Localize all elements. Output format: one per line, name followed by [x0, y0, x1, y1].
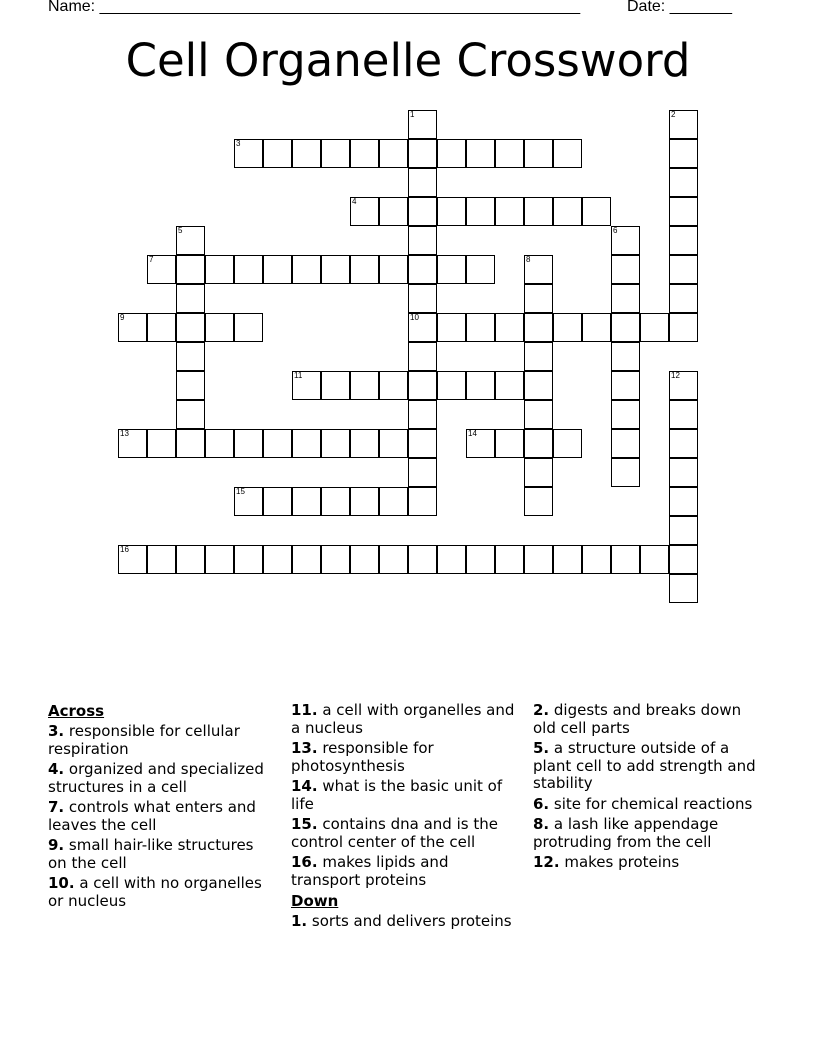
grid-cell[interactable] [176, 284, 205, 313]
clue-text: makes proteins [559, 853, 680, 871]
across-clue [48, 761, 276, 796]
grid-cell[interactable] [495, 139, 524, 168]
grid-cell[interactable] [379, 197, 408, 226]
grid-cell[interactable] [611, 255, 640, 284]
grid-cell[interactable] [553, 545, 582, 574]
grid-cell[interactable] [350, 371, 379, 400]
grid-cell[interactable] [379, 255, 408, 284]
grid-cell[interactable] [408, 197, 437, 226]
grid-cell[interactable] [350, 255, 379, 284]
grid-cell[interactable] [321, 487, 350, 516]
clue-number: 1. [291, 912, 308, 930]
clue-text: a cell with organelles and a nucleus [291, 701, 515, 737]
grid-cell[interactable] [176, 400, 205, 429]
grid-cell[interactable] [669, 226, 698, 255]
grid-cell[interactable] [437, 255, 466, 284]
grid-cell[interactable] [669, 197, 698, 226]
clue-text: contains dna and is the control center of the cell [291, 815, 498, 851]
grid-cell[interactable] [495, 429, 524, 458]
grid-cell[interactable] [611, 429, 640, 458]
grid-cell[interactable] [669, 545, 698, 574]
clue-text: sorts and delivers proteins [307, 912, 512, 930]
grid-cell[interactable] [524, 371, 553, 400]
clue-number: 10. [48, 874, 75, 892]
grid-cell[interactable] [292, 487, 321, 516]
clue-number: 5 [178, 226, 183, 235]
grid-cell[interactable] [321, 371, 350, 400]
clue-number: 6 [613, 226, 618, 235]
grid-cell[interactable] [669, 400, 698, 429]
grid-cell[interactable] [669, 313, 698, 342]
grid-cell[interactable] [611, 226, 640, 255]
grid-cell[interactable] [408, 168, 437, 197]
grid-cell[interactable] [524, 429, 553, 458]
clues-column-1 [48, 702, 276, 913]
grid-cell[interactable] [495, 371, 524, 400]
grid-cell[interactable] [611, 458, 640, 487]
across-clue [291, 778, 519, 813]
grid-cell[interactable] [669, 284, 698, 313]
grid-cell[interactable] [118, 429, 147, 458]
clues-column-2 [291, 702, 519, 934]
grid-cell[interactable] [408, 226, 437, 255]
across-clue [48, 799, 276, 834]
grid-cell[interactable] [234, 313, 263, 342]
grid-cell[interactable] [379, 371, 408, 400]
grid-cell[interactable] [524, 139, 553, 168]
across-clue [291, 816, 519, 851]
grid-cell[interactable] [466, 139, 495, 168]
clue-number: 8 [526, 255, 531, 264]
grid-cell[interactable] [234, 545, 263, 574]
grid-cell[interactable] [118, 545, 147, 574]
grid-cell[interactable] [553, 313, 582, 342]
across-clue [291, 854, 519, 889]
grid-cell[interactable] [321, 545, 350, 574]
grid-cell[interactable] [263, 255, 292, 284]
grid-cell[interactable] [176, 545, 205, 574]
grid-cell[interactable] [292, 371, 321, 400]
grid-cell[interactable] [263, 429, 292, 458]
grid-cell[interactable] [263, 487, 292, 516]
grid-cell[interactable] [611, 313, 640, 342]
grid-cell[interactable] [408, 284, 437, 313]
grid-cell[interactable] [205, 255, 234, 284]
grid-cell[interactable] [408, 371, 437, 400]
grid-cell[interactable] [408, 429, 437, 458]
grid-cell[interactable] [466, 197, 495, 226]
grid-cell[interactable] [669, 255, 698, 284]
grid-cell[interactable] [640, 313, 669, 342]
grid-cell[interactable] [408, 139, 437, 168]
clue-number: 11 [294, 371, 303, 380]
grid-cell[interactable] [495, 545, 524, 574]
grid-cell[interactable] [147, 429, 176, 458]
grid-cell[interactable] [611, 342, 640, 371]
down-clue [533, 702, 761, 737]
clue-number: 14. [291, 777, 318, 795]
grid-cell[interactable] [292, 545, 321, 574]
grid-cell[interactable] [611, 400, 640, 429]
clue-number: 7. [48, 798, 65, 816]
across-clue [291, 740, 519, 775]
clue-number: 9. [48, 836, 65, 854]
clue-number: 5. [533, 739, 550, 757]
grid-cell[interactable] [350, 487, 379, 516]
grid-cell[interactable] [437, 139, 466, 168]
grid-cell[interactable] [669, 574, 698, 603]
clue-text: digests and breaks down old cell parts [533, 701, 742, 737]
grid-cell[interactable] [466, 545, 495, 574]
clue-number: 11. [291, 701, 318, 719]
clues-column-3 [533, 702, 761, 875]
grid-cell[interactable] [408, 545, 437, 574]
grid-cell[interactable] [611, 284, 640, 313]
grid-cell[interactable] [408, 487, 437, 516]
grid-cell[interactable] [437, 197, 466, 226]
grid-cell[interactable] [176, 342, 205, 371]
grid-cell[interactable] [292, 139, 321, 168]
grid-cell[interactable] [205, 429, 234, 458]
down-clue [533, 796, 761, 814]
grid-cell[interactable] [437, 545, 466, 574]
down-clue [533, 854, 761, 872]
page-title: Cell Organelle Crossword [125, 34, 691, 87]
grid-cell[interactable] [669, 487, 698, 516]
across-clue [291, 702, 519, 737]
clue-number: 12. [533, 853, 560, 871]
across-clue [48, 875, 276, 910]
grid-cell[interactable] [408, 400, 437, 429]
grid-cell[interactable] [582, 197, 611, 226]
grid-cell[interactable] [147, 255, 176, 284]
clue-text: responsible for cellular respiration [48, 722, 240, 758]
clue-number: 8. [533, 815, 550, 833]
grid-cell[interactable] [379, 487, 408, 516]
grid-cell[interactable] [292, 255, 321, 284]
clue-number: 9 [120, 313, 125, 322]
grid-cell[interactable] [582, 313, 611, 342]
clue-number: 4. [48, 760, 65, 778]
grid-cell[interactable] [669, 110, 698, 139]
clue-text: organized and specialized structures in a cell [48, 760, 264, 796]
grid-cell[interactable] [466, 255, 495, 284]
clue-number: 3. [48, 722, 65, 740]
grid-cell[interactable] [234, 429, 263, 458]
grid-cell[interactable] [234, 255, 263, 284]
grid-cell[interactable] [408, 342, 437, 371]
grid-cell[interactable] [118, 313, 147, 342]
grid-cell[interactable] [669, 371, 698, 400]
grid-cell[interactable] [350, 545, 379, 574]
across-heading: Across [48, 702, 105, 720]
grid-cell[interactable] [524, 284, 553, 313]
grid-cell[interactable] [553, 139, 582, 168]
grid-cell[interactable] [466, 429, 495, 458]
grid-cell[interactable] [524, 255, 553, 284]
clue-text: a lash like appendage protruding from the cell [533, 815, 719, 851]
grid-cell[interactable] [524, 342, 553, 371]
across-clue [48, 837, 276, 872]
grid-cell[interactable] [176, 371, 205, 400]
grid-cell[interactable] [524, 487, 553, 516]
grid-cell[interactable] [176, 313, 205, 342]
grid-cell[interactable] [234, 487, 263, 516]
grid-cell[interactable] [582, 545, 611, 574]
clue-text: site for chemical reactions [549, 794, 753, 813]
grid-cell[interactable] [466, 313, 495, 342]
clue-text: controls what enters and leaves the cell [48, 798, 256, 834]
name-field[interactable]: Name: ______________________________________________________ [48, 0, 581, 15]
grid-cell[interactable] [669, 429, 698, 458]
grid-cell[interactable] [292, 429, 321, 458]
clue-number: 15 [236, 487, 245, 496]
grid-cell[interactable] [553, 429, 582, 458]
grid-cell[interactable] [263, 545, 292, 574]
clue-number: 16. [291, 853, 318, 871]
clue-text: makes lipids and transport proteins [291, 853, 449, 889]
grid-cell[interactable] [524, 545, 553, 574]
clue-number: 6. [533, 794, 550, 813]
clue-number: 4 [352, 197, 357, 206]
grid-cell[interactable] [379, 545, 408, 574]
grid-cell[interactable] [524, 313, 553, 342]
grid-cell[interactable] [640, 545, 669, 574]
down-heading: Down [291, 892, 339, 910]
date-field[interactable]: Date: _______ [627, 0, 732, 15]
grid-cell[interactable] [669, 458, 698, 487]
grid-cell[interactable] [379, 429, 408, 458]
grid-cell[interactable] [321, 139, 350, 168]
clue-number: 10 [410, 313, 419, 322]
grid-cell[interactable] [669, 139, 698, 168]
grid-cell[interactable] [466, 371, 495, 400]
down-clue [533, 816, 761, 851]
grid-cell[interactable] [408, 458, 437, 487]
grid-cell[interactable] [176, 226, 205, 255]
grid-cell[interactable] [408, 313, 437, 342]
across-clue [48, 723, 276, 758]
clue-text: small hair-like structures on the cell [48, 836, 254, 872]
grid-cell[interactable] [205, 545, 234, 574]
clue-number: 2. [533, 701, 550, 719]
grid-cell[interactable] [611, 545, 640, 574]
clue-text: what is the basic unit of life [291, 777, 503, 813]
clue-number: 12 [671, 371, 680, 380]
clue-number: 2 [671, 110, 676, 119]
grid-cell[interactable] [408, 110, 437, 139]
grid-cell[interactable] [147, 313, 176, 342]
grid-cell[interactable] [234, 139, 263, 168]
grid-cell[interactable] [437, 371, 466, 400]
grid-cell[interactable] [611, 371, 640, 400]
grid-cell[interactable] [669, 516, 698, 545]
grid-cell[interactable] [437, 313, 466, 342]
grid-cell[interactable] [147, 545, 176, 574]
clue-number: 7 [149, 255, 154, 264]
clue-number: 16 [120, 545, 129, 554]
down-clue [291, 913, 519, 931]
grid-cell[interactable] [524, 197, 553, 226]
grid-cell[interactable] [176, 429, 205, 458]
grid-cell[interactable] [495, 197, 524, 226]
grid-cell[interactable] [669, 168, 698, 197]
clue-text: responsible for photosynthesis [291, 739, 434, 775]
down-clue [533, 740, 761, 793]
grid-cell[interactable] [350, 429, 379, 458]
grid-cell[interactable] [553, 197, 582, 226]
clue-number: 3 [236, 139, 241, 148]
grid-cell[interactable] [408, 255, 437, 284]
clue-text: a structure outside of a plant cell to add strength and stability [533, 739, 756, 792]
clue-number: 13 [120, 429, 129, 438]
grid-cell[interactable] [350, 197, 379, 226]
clue-number: 15. [291, 815, 318, 833]
grid-cell[interactable] [263, 139, 292, 168]
grid-cell[interactable] [495, 313, 524, 342]
clue-number: 14 [468, 429, 477, 438]
grid-cell[interactable] [524, 458, 553, 487]
clue-text: a cell with no organelles or nucleus [48, 874, 262, 910]
grid-cell[interactable] [524, 400, 553, 429]
grid-cell[interactable] [205, 313, 234, 342]
grid-cell[interactable] [321, 429, 350, 458]
clue-number: 1 [410, 110, 415, 119]
clue-number: 13. [291, 739, 318, 757]
grid-cell[interactable] [176, 255, 205, 284]
grid-cell[interactable] [379, 139, 408, 168]
grid-cell[interactable] [350, 139, 379, 168]
grid-cell[interactable] [321, 255, 350, 284]
